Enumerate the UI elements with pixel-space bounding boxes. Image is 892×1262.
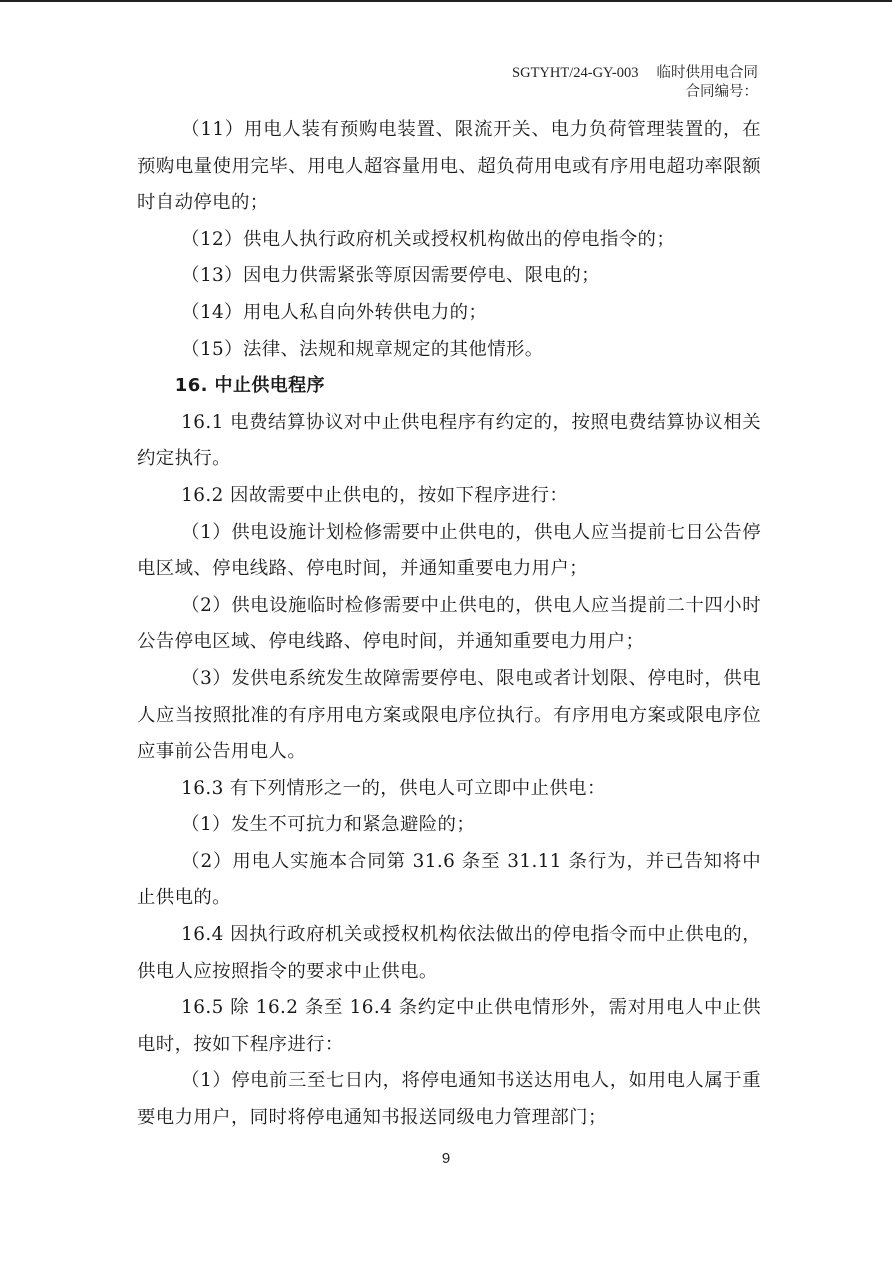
paragraph: 16.4 因执行政府机关或授权机构依法做出的停电指令而中止供电的，供电人应按照指令的要求中止供电。 — [137, 924, 761, 982]
contract-type: 临时供用电合同 — [656, 65, 758, 81]
paragraph: （1）发生不可抗力和紧急避险的； — [181, 814, 476, 836]
page-number: 9 — [441, 1150, 451, 1167]
paragraph: （15）法律、法规和规章规定的其他情形。 — [181, 338, 544, 360]
contract-number-label: 合同编号： — [685, 84, 758, 100]
paragraph: 16.5 除 16.2 条至 16.4 条约定中止供电情形外，需对用电人中止供电时，按如下程序进行： — [137, 997, 761, 1055]
paragraph: （11）用电人装有预购电装置、限流开关、电力负荷管理装置的，在预购电量使用完毕、用电人超容量用电、超负荷用电或有序用电超功率限额时自动停电的； — [137, 119, 761, 214]
paragraph: （1）供电设施计划检修需要中止供电的，供电人应当提前七日公告停电区域、停电线路、停电时间，并通知重要电力用户； — [137, 521, 761, 580]
top-border-line — [0, 0, 892, 2]
paragraph: 16.2 因故需要中止供电的，按如下程序进行： — [181, 484, 569, 506]
paragraph: 16.1 电费结算协议对中止供电程序有约定的，按照电费结算协议相关约定执行。 — [137, 411, 761, 470]
paragraph: （14）用电人私自向外转供电力的； — [181, 301, 488, 323]
paragraph: 16.3 有下列情形之一的，供电人可立即中止供电： — [181, 777, 606, 799]
page-header — [512, 64, 758, 102]
paragraph: （2）供电设施临时检修需要中止供电的，供电人应当提前二十四小时公告停电区域、停电线路、停电时间，并通知重要电力用户； — [137, 594, 761, 653]
contract-code: SGTYHT/24-GY-003 — [512, 65, 639, 81]
paragraph: （2）用电人实施本合同第 31.6 条至 31.11 条行为，并已告知将中止供电的。 — [137, 850, 761, 909]
paragraph: （12）供电人执行政府机关或授权机构做出的停电指令的； — [181, 228, 676, 250]
paragraph: （13）因电力供需紧张等原因需要停电、限电的； — [181, 265, 600, 287]
header-row — [512, 64, 758, 83]
section-heading: 16. 中止供电程序 — [174, 375, 325, 397]
document-body — [137, 112, 761, 1137]
paragraph: （1）停电前三至七日内，将停电通知书送达用电人，如用电人属于重要电力用户，同时将停电通知书报送同级电力管理部门； — [137, 1070, 761, 1129]
paragraph: （3）发供电系统发生故障需要停电、限电或者计划限、停电时，供电人应当按照批准的有序用电方案或限电序位执行。有序用电方案或限电序位应事前公告用电人。 — [137, 667, 761, 763]
